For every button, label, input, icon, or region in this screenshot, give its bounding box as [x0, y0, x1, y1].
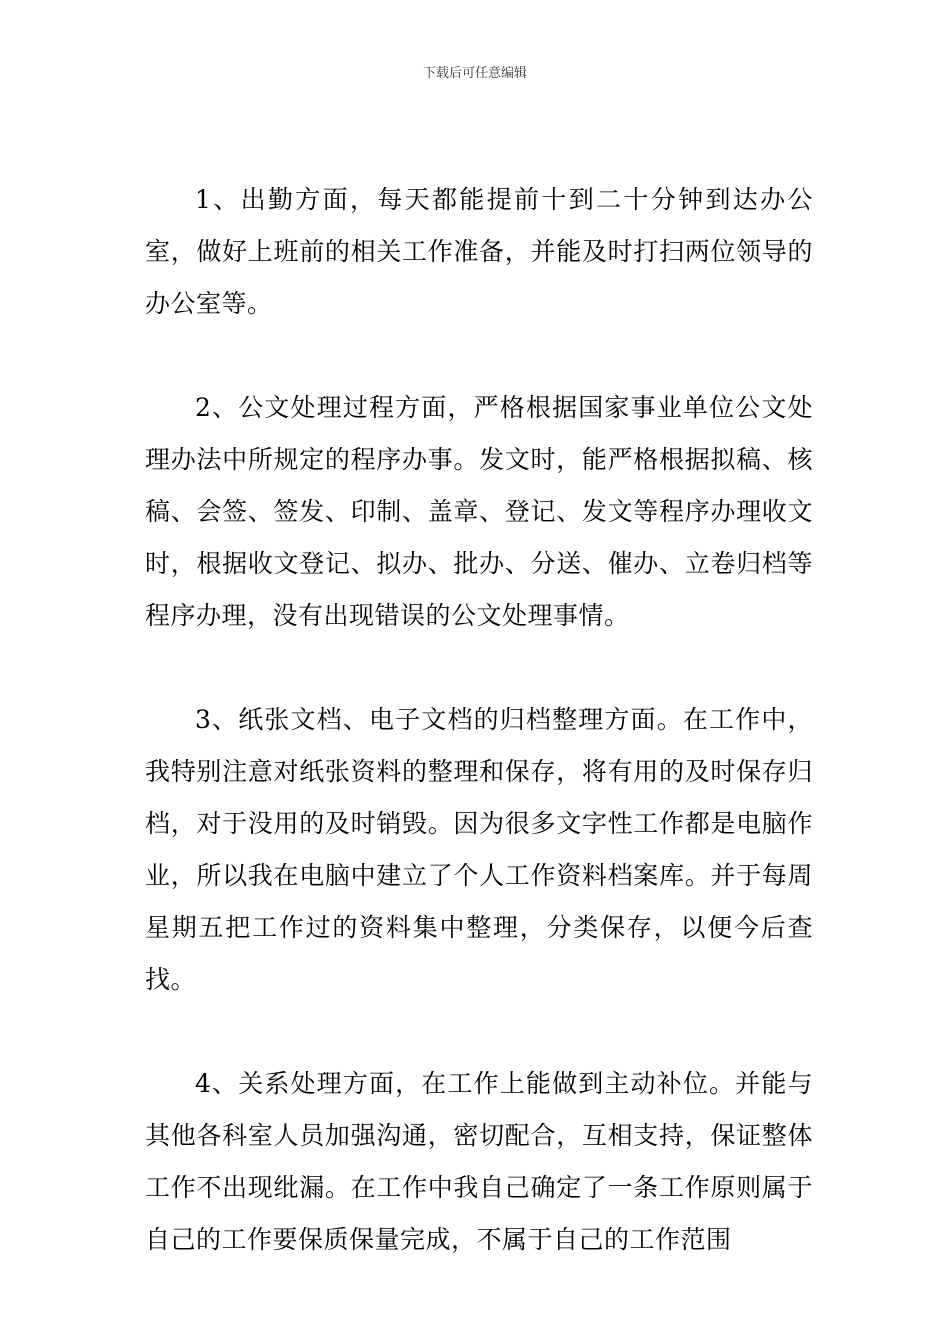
paragraph-3: 3、纸张文档、电子文档的归档整理方面。在工作中，我特别注意对纸张资料的整理和保存，将有用的及时保存归档，对于没用的及时销毁。因为很多文字性工作都是电脑作业，所以我在电脑中建立了个人工作资料档案库。并于每周星期五把工作过的资料集中整理，分类保存，以便今后查找。 — [145, 705, 813, 994]
paragraph-2: 2、公文处理过程方面，严格根据国家事业单位公文处理办法中所规定的程序办事。发文时，能严格根据拟稿、核稿、会签、签发、印制、盖章、登记、发文等程序办理收文时，根据收文登记、拟办、批办、分送、催办、立卷归档等程序办理，没有出现错误的公文处理事情。 — [145, 393, 813, 630]
paragraph-1: 1、出勤方面，每天都能提前十到二十分钟到达办公室，做好上班前的相关工作准备，并能及时打扫两位领导的办公室等。 — [145, 185, 813, 318]
paragraph-4: 4、关系处理方面，在工作上能做到主动补位。并能与其他各科室人员加强沟通，密切配合，互相支持，保证整体工作不出现纰漏。在工作中我自己确定了一条工作原则属于自己的工作要保质保量完成，不属于自己的工作范围 — [145, 1069, 813, 1254]
page-header: 下载后可任意编辑 — [422, 66, 527, 81]
document-body — [145, 174, 813, 1266]
